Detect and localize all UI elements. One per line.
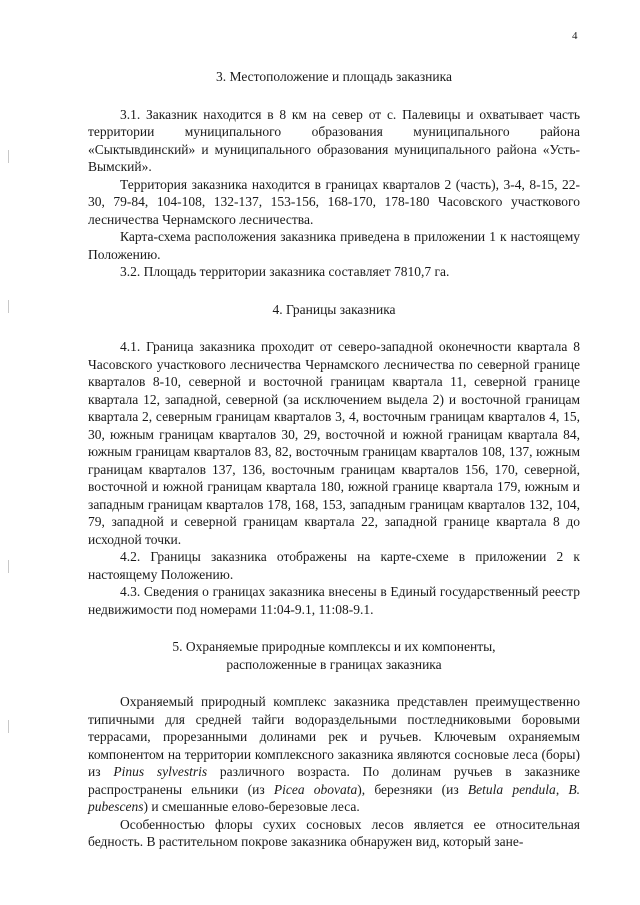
- margin-mark: [8, 720, 9, 733]
- text-run: ,: [555, 781, 569, 797]
- section-5-heading-line-2: расположенные в границах заказника: [226, 656, 442, 672]
- latin-species-name: Picea obovata: [273, 781, 358, 797]
- paragraph-3-1: 3.1. Заказник находится в 8 км на север от с. Палевицы и охватывает часть территории муниципального образования муниципального района «Сыктывдинский» и муниципального образования муниципального района «Усть-Вымский».: [88, 106, 580, 174]
- document-body: [88, 68, 580, 851]
- section-5-heading-line-1: 5. Охраняемые природные комплексы и их компоненты,: [172, 639, 496, 654]
- paragraph-4-1: 4.1. Граница заказника проходит от северо-западной оконечности квартала 8 Часовского участкового лесничества Чернамского лесничества по северной границе кварталов 8-10, северной и восточной границам квартала 11, северной границе квартала 12, западной, северной (за исключением выдела 2) и восточной границам квартала 2, северным границам кварталов 3, 4, восточным границам кварталов 4, 15, 30, южным границам кварталов 30, 29, восточной и южной границам квартала 84, южным границам кварталов 83, 82, восточным границам кварталов 108, 137, южным границам кварталов 137, 136, восточным границам кварталов 156, 170, северной, восточной и южной границам квартала 180, южной границе квартала 179, южным и западным границам кварталов 178, 168, 153, западным границам кварталов 132, 104, 79, западной и северной границам квартала 22, западной границе квартала 8 до исходной точки.: [88, 339, 580, 547]
- page-number: 4: [572, 30, 578, 42]
- section-5-heading: [88, 638, 580, 673]
- paragraph-territory: Территория заказника находится в границах кварталов 2 (часть), 3-4, 8-15, 22-30, 79-84, 104-108, 132-137, 153-156, 168-170, 178-180 Часовского участкового лесничества Чернамского лесничества.: [88, 176, 580, 227]
- margin-mark: [8, 560, 9, 573]
- text-run: ), березняки (из: [357, 781, 468, 797]
- text-run: различного возраста. По долинам ручьев в заказнике распространены ельники (из: [88, 764, 581, 797]
- paragraph-4-3: 4.3. Сведения о границах заказника внесены в Единый государственный реестр недвижимости под номерами 11:04-9.1, 11:08-9.1.: [88, 584, 580, 617]
- section-4-heading: 4. Границы заказника: [272, 301, 396, 317]
- margin-mark: [8, 150, 9, 163]
- section-3-heading: 3. Местоположение и площадь заказника: [216, 69, 452, 84]
- paragraph-4-2: 4.2. Границы заказника отображены на карте-схеме в приложении 2 к настоящему Положению.: [88, 549, 580, 582]
- text-run: Охраняемый природный комплекс заказника представлен преимущественно типичными для средней тайги водораздельными постледниковыми боровыми террасами, прорезанными долинами рек и ручьев. Ключевым охраняемым компонентом на территории комплексного заказника являются сосновые леса (боры) из: [88, 694, 580, 779]
- paragraph-3-2: 3.2. Площадь территории заказника составляет 7810,7 га.: [120, 264, 450, 279]
- paragraph-protected-complex: [88, 693, 580, 816]
- latin-species-name: B. pubescens: [88, 781, 580, 814]
- paragraph-map-scheme: Карта-схема расположения заказника приведена в приложении 1 к настоящему Положению.: [88, 229, 580, 262]
- paragraph-flora: Особенностью флоры сухих сосновых лесов является ее относительная бедность. В растительном покрове заказника обнаружен вид, который зане-: [88, 816, 580, 849]
- margin-mark: [8, 300, 9, 313]
- text-run: ) и смешанные елово-березовые леса.: [143, 799, 360, 814]
- latin-species-name: Betula pendula: [467, 781, 556, 797]
- latin-species-name: Pinus sylvestris: [113, 764, 208, 779]
